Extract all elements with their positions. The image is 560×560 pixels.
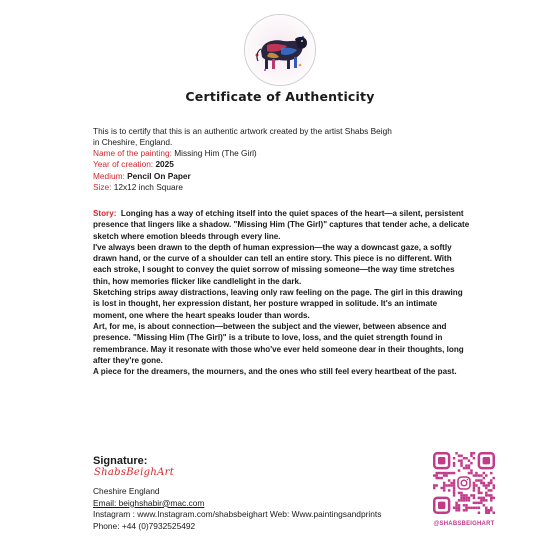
field-medium [93, 171, 257, 182]
qr-module [468, 472, 470, 474]
qr-module [475, 474, 477, 476]
qr-finder [479, 453, 494, 468]
field-value: Missing Him (The Girl) [174, 148, 257, 158]
field-size [93, 182, 257, 193]
qr-module [450, 482, 452, 484]
artwork-details [93, 148, 257, 193]
qr-module [468, 499, 470, 501]
qr-module [455, 504, 457, 506]
qr-module [460, 497, 462, 499]
qr-module [490, 489, 492, 491]
qr-module [480, 502, 482, 504]
artist-logo [244, 14, 316, 86]
qr-module [453, 494, 455, 496]
qr-module [453, 487, 455, 489]
qr-module [455, 507, 457, 509]
qr-module [490, 499, 492, 501]
qr-module [455, 452, 457, 454]
qr-module [458, 499, 460, 501]
qr-module [478, 512, 480, 514]
qr-module [470, 469, 472, 471]
qr-module [458, 492, 460, 494]
qr-module [468, 459, 470, 461]
qr-module [460, 459, 462, 461]
qr-module [470, 472, 472, 474]
story-paragraph: Art, for me, is about connection—between the subject and the viewer, between absence and presence. "Missing Him (The Girl)" is a tribute to love, loss, and the quiet strength found in remembrance. May it resonate with those who've ever held someone dear in their thoughts, long after they're gone. [93, 321, 464, 365]
qr-module [453, 472, 455, 474]
qr-module [493, 477, 495, 479]
qr-module [443, 484, 445, 486]
field-label: Medium: [93, 170, 125, 181]
qr-module [475, 479, 477, 481]
qr-module [468, 507, 470, 509]
qr-module [485, 512, 487, 514]
qr-module [473, 489, 475, 491]
qr-module [478, 497, 480, 499]
certificate-title: Certificate of Authenticity [185, 89, 375, 104]
qr-module [493, 487, 495, 489]
qr-module [460, 454, 462, 456]
qr-module [458, 469, 460, 471]
qr-module [483, 482, 485, 484]
qr-module [448, 484, 450, 486]
qr-module [478, 502, 480, 504]
qr-module [475, 502, 477, 504]
qr-module [480, 479, 482, 481]
qr-module [473, 507, 475, 509]
qr-module [435, 484, 437, 486]
qr-finder [434, 498, 449, 513]
field-painting-name [93, 148, 257, 159]
qr-module [488, 484, 490, 486]
qr-module [478, 487, 480, 489]
qr-module [470, 494, 472, 496]
location-text: Cheshire England [93, 486, 160, 496]
qr-finder [434, 453, 449, 468]
qr-module [453, 457, 455, 459]
qr-module [443, 472, 445, 474]
qr-module [490, 494, 492, 496]
qr-module [463, 457, 465, 459]
qr-module [478, 489, 480, 491]
qr-module [458, 454, 460, 456]
qr-module [458, 459, 460, 461]
qr-module [478, 474, 480, 476]
qr-module [465, 509, 467, 511]
contact-info [93, 486, 423, 532]
qr-module [465, 464, 467, 466]
qr-module [460, 492, 462, 494]
qr-module [443, 487, 445, 489]
phone-text: Phone: +44 (0)7932525492 [93, 520, 196, 531]
field-value: Pencil On Paper [127, 170, 191, 181]
qr-module [453, 482, 455, 484]
qr-module [440, 472, 442, 474]
qr-module [473, 484, 475, 486]
qr-module [473, 482, 475, 484]
qr-module [470, 454, 472, 456]
qr-module [483, 477, 485, 479]
qr-module [443, 482, 445, 484]
qr-module [445, 474, 447, 476]
qr-module [488, 509, 490, 511]
qr-module [435, 477, 437, 479]
qr-module [480, 482, 482, 484]
qr-module [485, 494, 487, 496]
qr-module [483, 484, 485, 486]
qr-module [463, 509, 465, 511]
qr-module [453, 507, 455, 509]
certificate-intro: This is to certify that this is an authentic artwork created by the artist Shabs Beigh in Cheshire, England. [93, 126, 392, 147]
email-link[interactable]: Email: beighshabir@mac.com [93, 497, 205, 508]
qr-module [473, 452, 475, 454]
qr-module [478, 507, 480, 509]
qr-code[interactable] [433, 452, 495, 514]
qr-module [453, 479, 455, 481]
qr-module [470, 452, 472, 454]
qr-module [433, 484, 435, 486]
qr-module [485, 492, 487, 494]
qr-module [460, 462, 462, 464]
qr-module [483, 497, 485, 499]
story-label: Story: [93, 209, 117, 218]
instagram-icon [456, 475, 472, 491]
qr-module [465, 494, 467, 496]
qr-module [465, 507, 467, 509]
field-value: 12x12 inch Square [113, 181, 183, 192]
qr-module [463, 494, 465, 496]
qr-module [453, 464, 455, 466]
qr-module [465, 504, 467, 506]
qr-module [460, 499, 462, 501]
qr-module [458, 509, 460, 511]
story-section [93, 208, 471, 377]
qr-module [438, 477, 440, 479]
field-label: Name of the painting: [93, 148, 172, 158]
qr-module [460, 494, 462, 496]
qr-module [475, 507, 477, 509]
qr-module [473, 474, 475, 476]
qr-module [470, 507, 472, 509]
qr-module [465, 467, 467, 469]
qr-block [433, 452, 495, 527]
qr-module [445, 472, 447, 474]
qr-module [475, 472, 477, 474]
qr-module [480, 497, 482, 499]
qr-module [450, 472, 452, 474]
qr-module [473, 497, 475, 499]
bull-icon [245, 15, 315, 85]
qr-module [460, 464, 462, 466]
qr-module [440, 487, 442, 489]
qr-module [473, 502, 475, 504]
qr-module [443, 489, 445, 491]
qr-module [488, 494, 490, 496]
qr-module [463, 499, 465, 501]
qr-module [485, 487, 487, 489]
qr-module [440, 477, 442, 479]
qr-module [463, 467, 465, 469]
qr-module [480, 492, 482, 494]
field-value: 2025 [155, 159, 174, 170]
qr-module [468, 497, 470, 499]
qr-module [485, 499, 487, 501]
qr-module [488, 482, 490, 484]
qr-module [448, 489, 450, 491]
qr-module [458, 507, 460, 509]
qr-module [490, 509, 492, 511]
qr-module [433, 487, 435, 489]
qr-module [480, 474, 482, 476]
qr-module [475, 484, 477, 486]
qr-module [480, 499, 482, 501]
qr-module [438, 472, 440, 474]
qr-module [488, 489, 490, 491]
qr-module [435, 474, 437, 476]
qr-module [463, 497, 465, 499]
qr-module [490, 479, 492, 481]
qr-module [483, 504, 485, 506]
qr-module [448, 479, 450, 481]
qr-module [485, 474, 487, 476]
story-paragraph: A piece for the dreamers, the mourners, and the ones who still feel every heartbeat of the past. [93, 367, 457, 377]
qr-module [458, 504, 460, 506]
field-label: Year of creation: [93, 159, 154, 170]
story-paragraph: I've always been drawn to the depth of human expression—the way a downcast gaze, a softly drawn hand, or the curve of a shoulder can tell an entire story. This piece is no different. With each stroke, I sought to convey the quiet sorrow of missing someone—the way time stretches thin, how memories flicker like candlelight in the dark. [93, 242, 455, 286]
qr-module [485, 484, 487, 486]
qr-module [488, 512, 490, 514]
qr-module [473, 457, 475, 459]
story-text: Longing has a way of etching itself into the quiet spaces of the heart—a silent, persistent presence that lingers like a shadow. "Missing Him (The Girl)" captures that tender ache, a delicate sketch where emotion bleeds through every line. [93, 209, 470, 241]
qr-module [450, 484, 452, 486]
qr-module [465, 457, 467, 459]
qr-module [448, 472, 450, 474]
qr-module [490, 497, 492, 499]
qr-module [483, 472, 485, 474]
qr-module [478, 479, 480, 481]
field-year [93, 159, 257, 170]
qr-module [490, 482, 492, 484]
qr-module [490, 472, 492, 474]
qr-module [453, 489, 455, 491]
qr-module [453, 462, 455, 464]
field-label: Size: [93, 181, 112, 192]
story-paragraph [93, 208, 471, 242]
qr-module [433, 474, 435, 476]
qr-module [435, 472, 437, 474]
qr-module [468, 464, 470, 466]
qr-module [483, 499, 485, 501]
qr-module [463, 504, 465, 506]
story-paragraph: Sketching strips away distractions, leaving only raw feeling on the page. The girl in this drawing is lost in thought, her expression distant, her posture wrapped in solitude. It's an intimate moment, one where the heart speaks louder than words. [93, 288, 463, 320]
qr-module [478, 492, 480, 494]
qr-module [490, 507, 492, 509]
qr-module [468, 467, 470, 469]
qr-module [445, 484, 447, 486]
qr-module [473, 494, 475, 496]
qr-module [485, 507, 487, 509]
social-links[interactable]: Instagram : www.Instagram.com/shabsbeighart Web: Www.paintingsandprints [93, 509, 382, 520]
qr-module [493, 512, 495, 514]
qr-handle: @SHABSBEIGHART [433, 521, 495, 527]
qr-module [485, 509, 487, 511]
qr-module [455, 509, 457, 511]
signature-heading: Signature: [93, 455, 148, 467]
qr-module [453, 484, 455, 486]
qr-module [453, 492, 455, 494]
qr-module [443, 474, 445, 476]
qr-module [470, 462, 472, 464]
qr-module [493, 497, 495, 499]
qr-module [455, 502, 457, 504]
qr-module [465, 497, 467, 499]
signature-script: ShabsBeighArt [94, 467, 175, 478]
qr-module [493, 484, 495, 486]
qr-module [465, 499, 467, 501]
qr-module [473, 487, 475, 489]
